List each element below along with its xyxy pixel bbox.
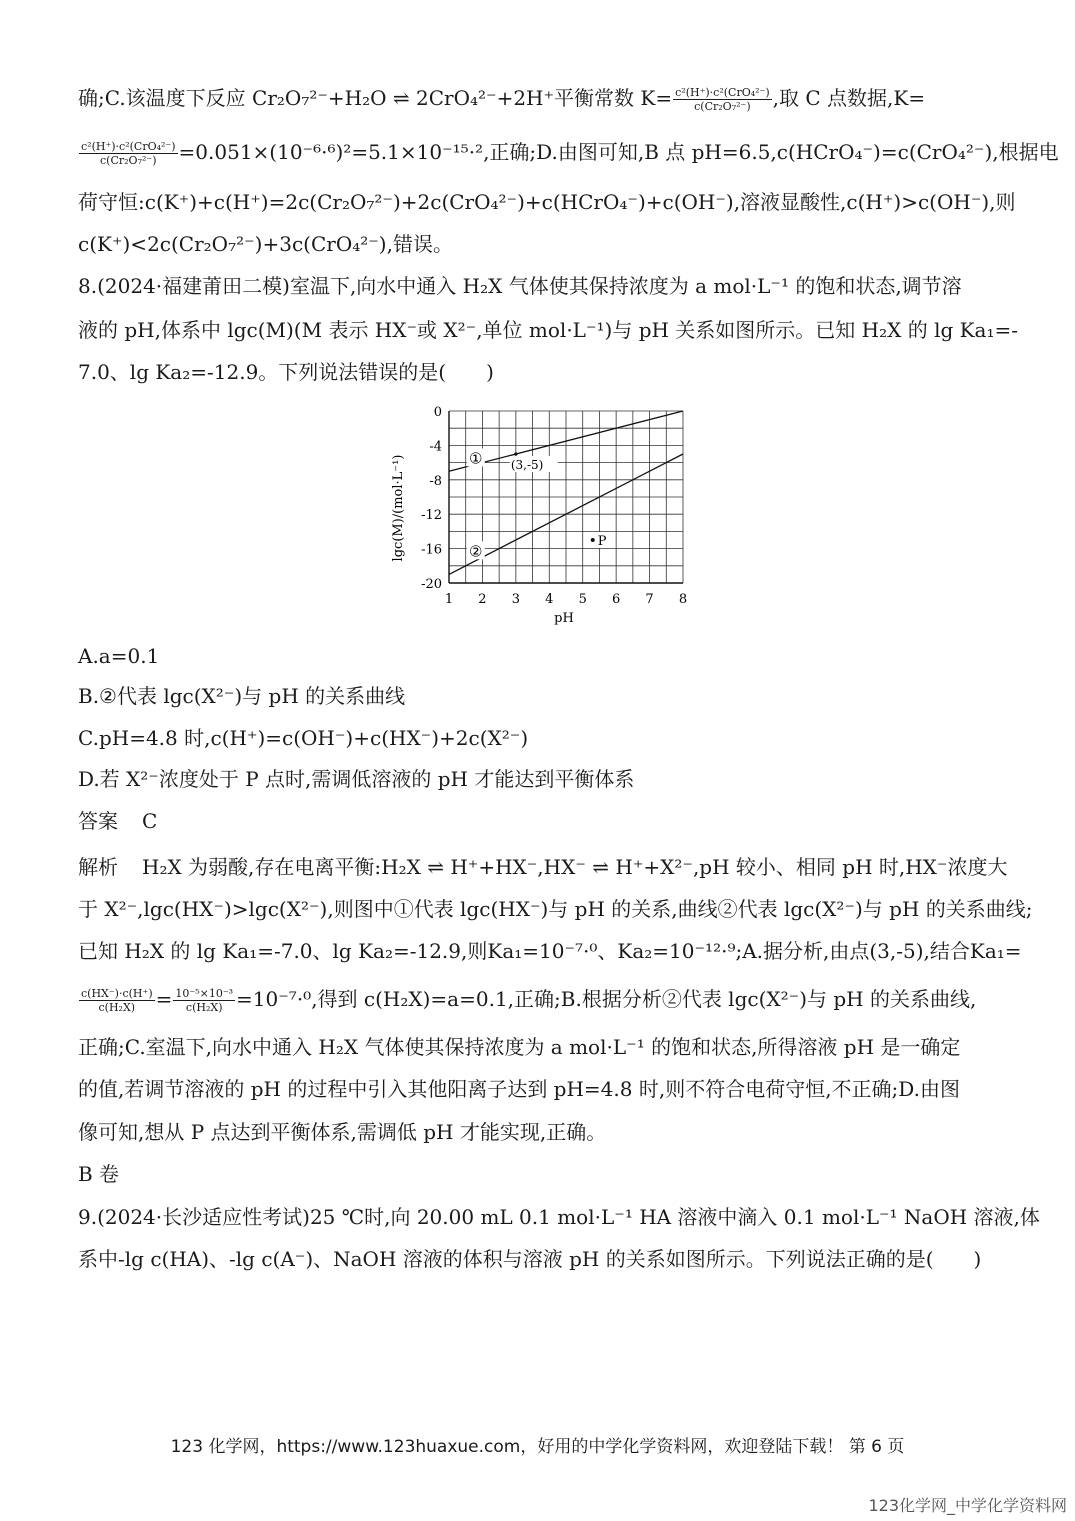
y-tick-label: -16 — [421, 542, 442, 558]
x-tick-label: 8 — [678, 592, 688, 607]
question-9-line-2: 系中-lg c(HA)、-lg c(A⁻)、NaOH 溶液的体积与溶液 pH 的关系如图所示。下列说法正确的是( ) — [78, 1247, 982, 1271]
analysis-line-6: 的值,若调节溶液的 pH 的过程中引入其他阳离子达到 pH=4.8 时,则不符合电荷守恒,不正确;D.由图 — [78, 1077, 960, 1101]
x-tick-label: 6 — [612, 592, 621, 607]
answer-value: C — [142, 809, 158, 833]
x-tick-label: 7 — [645, 592, 654, 607]
option-d: D.若 X²⁻浓度处于 P 点时,需调低溶液的 pH 才能达到平衡体系 — [78, 767, 635, 791]
question-9-line-1: 9.(2024·长沙适应性考试)25 ℃时,向 20.00 mL 0.1 mol·L⁻¹ HA 溶液中滴入 0.1 mol·L⁻¹ NaOH 溶液,体 — [78, 1205, 1040, 1229]
text-line-3: 荷守恒:c(K⁺)+c(H⁺)=2c(Cr₂O₇²⁻)+2c(CrO₄²⁻)+c(HCrO₄⁻)+c(OH⁻),溶液显酸性,c(H⁺)>c(OH⁻),则 — [78, 190, 1016, 214]
analysis-line-5: 正确;C.室温下,向水中通入 H₂X 气体使其保持浓度为 a mol·L⁻¹ 的饱和状态,所得溶液 pH 是一确定 — [78, 1035, 961, 1059]
analysis-line-4: $\frac{c(HX^-)\cdot c(H^+)}{\text{c(H₂X)}}$ = $\frac{\text{10⁻⁵×10⁻³}}{\text{c(H₂X)}}$ =10⁻⁷·⁰,得到 c(H₂X)=a=0.1,正确;B.根据分析②代表 lgc(X²⁻)与 pH 的关系曲线, — [81, 987, 977, 1014]
analysis-line-7: 像可知,想从 P 点达到平衡体系,需调低 pH 才能实现,正确。 — [78, 1120, 607, 1144]
question-8-line-2: 液的 pH,体系中 lgc(M)(M 表示 HX⁻或 X²⁻,单位 mol·L⁻¹)与 pH 关系如图所示。已知 H₂X 的 lg Ka₁=- — [78, 318, 1019, 342]
x-tick-label: 3 — [511, 592, 520, 607]
x-tick-label: 2 — [478, 592, 487, 607]
y-tick-label: 0 — [433, 405, 442, 420]
point-p-label: P — [597, 534, 607, 549]
analysis-label: 解析 — [78, 855, 118, 879]
x-tick-label: 1 — [444, 592, 454, 607]
site-watermark: 123化学网_中学化学资料网 — [868, 1496, 1067, 1515]
fraction-ka1-expression: $\frac{c(HX^-)\cdot c(H^+)}{\text{c(H₂X)}}$ — [81, 987, 153, 1014]
question-8-line-3: 7.0、lg Ka₂=-12.9。下列说法错误的是( ) — [78, 360, 494, 384]
y-tick-label: -4 — [429, 439, 442, 455]
x-tick-label: 5 — [578, 592, 587, 607]
chart-annotations — [510, 452, 611, 549]
text-line-1: 确;C.该温度下反应 Cr₂O₇²⁻+H₂O ⇌ 2CrO₄²⁻+2H⁺平衡常数 K= $\frac{\text{c²(H⁺)·c²(CrO₄²⁻)}}{\text{c(Cr₂O₇²⁻)}}$ ,取 C 点数据,K= — [78, 86, 926, 113]
answer-label: 答案 — [78, 809, 118, 833]
answer-line — [78, 809, 157, 833]
text-line-2: $\frac{\text{c²(H⁺)·c²(CrO₄²⁻)}}{\text{c(Cr₂O₇²⁻)}}$ =0.051×(10⁻⁶·⁶)²=5.1×10⁻¹⁵·²,正确;D.由图可知,B 点 pH=6.5,c(HCrO₄⁻)=c(CrO₄²⁻),根据电 — [81, 140, 1059, 167]
annotation-label: (3,-5) — [510, 458, 544, 472]
series-label: ② — [469, 542, 483, 561]
y-tick-label: -20 — [421, 577, 442, 592]
question-8-line-1: 8.(2024·福建莆田二模)室温下,向水中通入 H₂X 气体使其保持浓度为 a mol·L⁻¹ 的饱和状态,调节溶 — [78, 274, 962, 298]
fraction-k-expression: $\frac{\text{c²(H⁺)·c²(CrO₄²⁻)}}{\text{c(Cr₂O₇²⁻)}}$ — [675, 86, 770, 113]
fraction-k-value: $\frac{\text{c²(H⁺)·c²(CrO₄²⁻)}}{\text{c(Cr₂O₇²⁻)}}$ — [81, 140, 176, 167]
annotation-point — [514, 452, 517, 455]
series-label: ① — [469, 449, 483, 468]
analysis-line-3: 已知 H₂X 的 lg Ka₁=-7.0、lg Ka₂=-12.9,则Ka₁=10⁻⁷·⁰、Ka₂=10⁻¹²·⁹;A.据分析,由点(3,-5),结合Ka₁= — [78, 939, 1022, 963]
page-footer: 123 化学网，https://www.123huaxue.com，好用的中学化学资料网，欢迎登陆下载！ 第 6 页 — [170, 1437, 905, 1457]
analysis-line-1: 解析 H₂X 为弱酸,存在电离平衡:H₂X ⇌ H⁺+HX⁻,HX⁻ ⇌ H⁺+X²⁻,pH 较小、相同 pH 时,HX⁻浓度大 — [78, 855, 1008, 879]
section-b-title: B 卷 — [78, 1162, 120, 1186]
y-tick-label: -8 — [429, 473, 442, 489]
y-tick-label: -12 — [421, 508, 442, 524]
chart-axes — [421, 405, 687, 607]
x-axis-label: pH — [554, 611, 574, 626]
option-b: B.②代表 lgc(X²⁻)与 pH 的关系曲线 — [78, 684, 406, 708]
option-c: C.pH=4.8 时,c(H⁺)=c(OH⁻)+c(HX⁻)+2c(X²⁻) — [78, 726, 529, 750]
fraction-ka1-values: $\frac{\text{10⁻⁵×10⁻³}}{\text{c(H₂X)}}$ — [175, 987, 234, 1014]
analysis-line-2: 于 X²⁻,lgc(HX⁻)>lgc(X²⁻),则图中①代表 lgc(HX⁻)与 pH 的关系,曲线②代表 lgc(X²⁻)与 pH 的关系曲线; — [78, 897, 1033, 921]
option-a: A.a=0.1 — [78, 644, 160, 668]
x-tick-label: 4 — [545, 592, 554, 607]
lgc-ph-chart — [388, 400, 698, 632]
y-axis-label: lgc(M)/(mol·L⁻¹) — [391, 454, 406, 562]
text-line-4: c(K⁺)<2c(Cr₂O₇²⁻)+3c(CrO₄²⁻),错误。 — [78, 232, 453, 256]
point-p-marker — [591, 538, 595, 542]
